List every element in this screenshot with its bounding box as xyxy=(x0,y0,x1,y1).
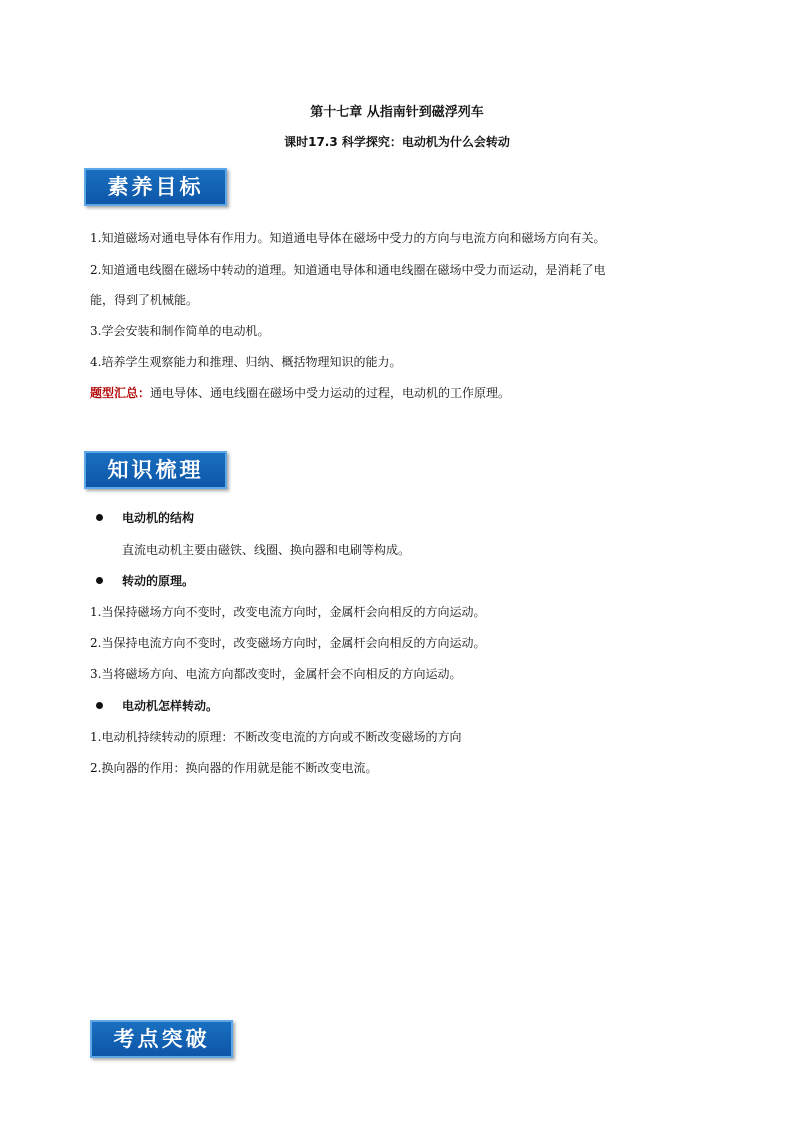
rotation-item-1: 1.电动机持续转动的原理：不断改变电流的方向或不断改变磁场的方向 xyxy=(90,730,462,744)
principle-item-3: 3.当将磁场方向、电流方向都改变时，金属杆会不向相反的方向运动。 xyxy=(90,667,462,681)
goal-item-4: 4.培养学生观察能力和推理、归纳、概括物理知识的能力。 xyxy=(90,355,402,369)
lesson-title: 课时17.3 科学探究：电动机为什么会转动 xyxy=(284,135,510,149)
structure-text: 直流电动机主要由磁铁、线圈、换向器和电刷等构成。 xyxy=(122,543,411,557)
summary-text: 通电导体、通电线圈在磁场中受力运动的过程，电动机的工作原理。 xyxy=(150,386,511,400)
principle-item-2: 2.当保持电流方向不变时，改变磁场方向时，金属杆会向相反的方向运动。 xyxy=(90,636,486,650)
chapter-title: 第十七章 从指南针到磁浮列车 xyxy=(310,105,484,120)
bullet-dot xyxy=(96,514,103,521)
question-type-summary xyxy=(90,384,730,401)
goal-item-2: 2.知道通电线圈在磁场中转动的道理。知道通电导体和通电线圈在磁场中受力而运动，是消耗了电 xyxy=(90,263,606,277)
principle-item-1: 1.当保持磁场方向不变时，改变电流方向时，金属杆会向相反的方向运动。 xyxy=(90,605,486,619)
banner-key-points: 考点突破 xyxy=(90,1020,233,1058)
banner-literacy-goals: 素养目标 xyxy=(84,168,227,206)
summary-label: 题型汇总： xyxy=(90,386,151,400)
bullet-heading-structure: 电动机的结构 xyxy=(122,511,195,525)
goal-item-3: 3.学会安装和制作简单的电动机。 xyxy=(90,324,270,338)
bullet-heading-rotation: 电动机怎样转动。 xyxy=(122,699,219,713)
banner-knowledge-review: 知识梳理 xyxy=(84,451,227,489)
bullet-heading-principle: 转动的原理。 xyxy=(122,574,195,588)
bullet-dot xyxy=(96,577,103,584)
goal-item-1: 1.知道磁场对通电导体有作用力。知道通电导体在磁场中受力的方向与电流方向和磁场方向有关。 xyxy=(90,231,606,245)
goal-item-2-cont: 能，得到了机械能。 xyxy=(90,293,199,307)
bullet-dot xyxy=(96,702,103,709)
rotation-item-2: 2.换向器的作用：换向器的作用就是能不断改变电流。 xyxy=(90,761,378,775)
